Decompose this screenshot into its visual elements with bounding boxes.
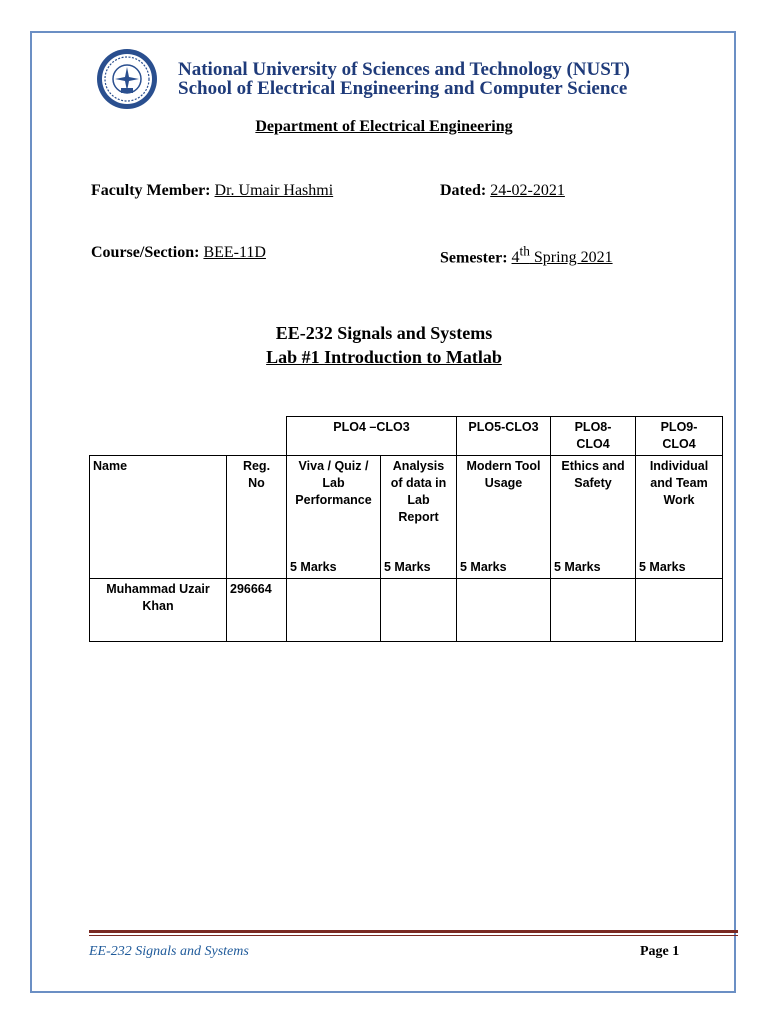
empty-cell xyxy=(90,417,227,456)
course-title: EE-232 Signals and Systems xyxy=(275,323,493,343)
plo4-header: PLO4 –CLO3 xyxy=(287,417,457,456)
score-cell[interactable] xyxy=(551,579,636,642)
marks-label: 5 Marks xyxy=(639,560,686,574)
department-title: Department of Electrical Engineering xyxy=(255,118,513,135)
marks-table xyxy=(89,416,723,642)
semester-suffix: th xyxy=(519,244,530,259)
semester-label: Semester: xyxy=(440,249,508,267)
nust-logo-seal xyxy=(96,48,158,110)
plo5-header: PLO5-CLO3 xyxy=(457,417,551,456)
semester-value xyxy=(511,244,613,267)
school-name: School of Electrical Engineering and Computer Science xyxy=(178,78,628,99)
semester-number: 4 xyxy=(511,249,520,267)
marks-label: 5 Marks xyxy=(384,560,431,574)
student-name-cell: Muhammad Uzair Khan xyxy=(90,579,227,642)
plo9-header: PLO9- CLO4 xyxy=(636,417,723,456)
dated-value: 24-02-2021 xyxy=(490,182,565,199)
footer-course: EE-232 Signals and Systems xyxy=(89,944,249,959)
score-cell[interactable] xyxy=(381,579,457,642)
dated-field xyxy=(440,182,565,200)
semester-field xyxy=(440,244,613,267)
modern-tool-header: Modern Tool Usage 5 Marks xyxy=(457,456,551,579)
faculty-label: Faculty Member: xyxy=(91,182,211,199)
faculty-field xyxy=(91,182,333,200)
empty-cell xyxy=(227,417,287,456)
name-header: Name xyxy=(90,456,227,579)
course-field xyxy=(91,244,266,262)
university-name: National University of Sciences and Technology (NUST) xyxy=(178,59,630,80)
viva-header: Viva / Quiz / Lab Performance 5 Marks xyxy=(287,456,381,579)
score-cell[interactable] xyxy=(636,579,723,642)
plo8-header: PLO8- CLO4 xyxy=(551,417,636,456)
faculty-value: Dr. Umair Hashmi xyxy=(214,182,334,199)
marks-label: 5 Marks xyxy=(554,560,601,574)
plo-header-row xyxy=(90,417,723,456)
marks-label: 5 Marks xyxy=(290,560,337,574)
marks-label: 5 Marks xyxy=(460,560,507,574)
dated-label: Dated: xyxy=(440,182,487,199)
course-value: BEE-11D xyxy=(203,244,266,261)
score-cell[interactable] xyxy=(287,579,381,642)
column-header-row xyxy=(90,456,723,579)
individual-team-header: Individual and Team Work 5 Marks xyxy=(636,456,723,579)
analysis-header: Analysis of data in Lab Report 5 Marks xyxy=(381,456,457,579)
course-label: Course/Section: xyxy=(91,244,200,261)
reg-header: Reg. No xyxy=(227,456,287,579)
lab-title: Lab #1 Introduction to Matlab xyxy=(266,347,502,367)
page-number: Page 1 xyxy=(640,944,680,959)
student-reg-cell: 296664 xyxy=(227,579,287,642)
table-row xyxy=(90,579,723,642)
semester-term: Spring 2021 xyxy=(529,249,613,267)
ethics-header: Ethics and Safety 5 Marks xyxy=(551,456,636,579)
footer-rule xyxy=(89,930,738,933)
score-cell[interactable] xyxy=(457,579,551,642)
footer-rule-thin xyxy=(89,935,738,936)
